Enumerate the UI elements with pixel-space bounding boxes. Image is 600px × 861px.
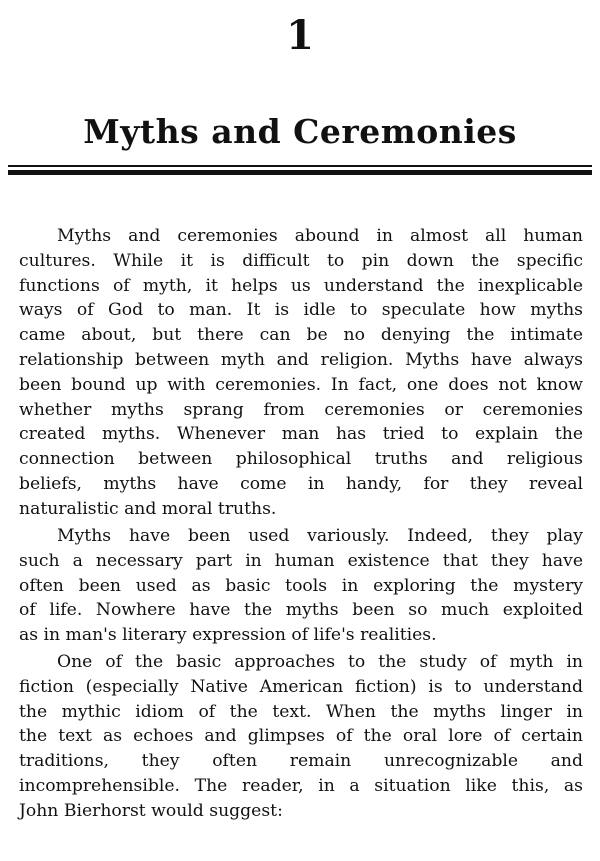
- paragraph-2: [19, 524, 583, 648]
- text-line: Myths and ceremonies abound in almost all human: [57, 226, 583, 246]
- text-line: of life. Nowhere have the myths been so much exploited: [19, 600, 583, 621]
- text-line: Myths have been used variously. Indeed, they play: [57, 526, 583, 546]
- text-line: cultures. While it is difficult to pin down the specific: [19, 250, 583, 271]
- text-line: often been used as basic tools in exploring the mystery: [19, 575, 583, 596]
- text-line: whether myths sprang from ceremonies or ceremonies: [19, 399, 583, 420]
- text-line: incomprehensible. The reader, in a situation like this, as: [19, 775, 583, 796]
- text-line: naturalistic and moral truths.: [19, 498, 277, 519]
- text-line: the mythic idiom of the text. When the myths linger in: [19, 701, 583, 722]
- text-line: connection between philosophical truths and religious: [19, 449, 583, 470]
- text-line: such a necessary part in human existence that they have: [19, 550, 583, 571]
- text-line: created myths. Whenever man has tried to explain the: [19, 424, 583, 445]
- chapter-title: Myths and Ceremonies: [83, 112, 517, 151]
- title-rule-thin: [8, 165, 592, 167]
- text-line: functions of myth, it helps us understand the inexplicable: [19, 275, 583, 296]
- text-line: traditions, they often remain unrecognizable and: [19, 751, 583, 772]
- text-line: One of the basic approaches to the study of myth in: [57, 652, 583, 672]
- text-line: the text as echoes and glimpses of the oral lore of certain: [19, 726, 583, 747]
- chapter-number: 1: [286, 12, 314, 59]
- text-line: John Bierhorst would suggest:: [19, 800, 283, 821]
- paragraph-1: [19, 224, 583, 522]
- title-rule-thick: [8, 170, 592, 175]
- text-line: fiction (especially Native American fiction) is to understand: [19, 676, 583, 697]
- text-line: been bound up with ceremonies. In fact, one does not know: [19, 374, 583, 395]
- text-line: relationship between myth and religion. Myths have always: [19, 349, 583, 370]
- text-line: came about, but there can be no denying the intimate: [19, 325, 583, 346]
- text-line: beliefs, myths have come in handy, for they reveal: [19, 473, 583, 494]
- paragraph-3: [19, 650, 583, 824]
- text-line: ways of God to man. It is idle to speculate how myths: [19, 300, 583, 321]
- text-line: as in man's literary expression of life's realities.: [19, 625, 437, 646]
